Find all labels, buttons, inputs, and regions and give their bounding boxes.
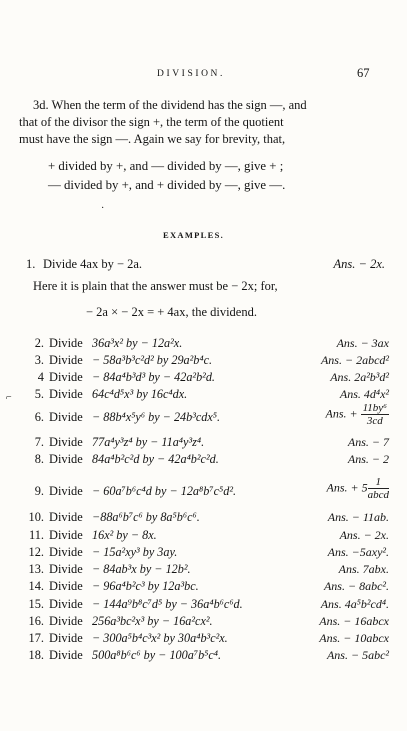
exercise-expression: 77a⁴y³z⁴ by − 11a⁴y³z⁴. <box>92 435 205 449</box>
running-title: DIVISION. <box>157 69 225 79</box>
exercise-verb: Divide <box>49 435 83 449</box>
exercise-expression: − 58a³b³c²d² by 29a²b⁴c. <box>92 353 213 367</box>
exercise-expression: − 84a⁴b³d³ by − 42a²b²d. <box>92 370 215 384</box>
exercise-number: 7. <box>34 435 44 449</box>
exercise-verb: Divide <box>49 562 83 576</box>
exercise-expression: − 88b⁴x⁵y⁶ by − 24b³cdx⁵. <box>92 410 221 424</box>
exercise-answer: Ans. − 2 <box>347 452 389 466</box>
paragraph-line-1: 3d. When the term of the dividend has the sign —, and <box>33 98 307 112</box>
exercise-number: 11. <box>28 528 44 542</box>
exercise-answer <box>327 476 390 501</box>
exercise-answer: Ans. − 16abcx <box>319 614 389 628</box>
exercise-number: 2. <box>34 336 44 350</box>
exercise-verb: Divide <box>49 528 83 542</box>
exercise-number: 4 <box>37 370 44 384</box>
sign-rule-1: + divided by +, and — divided by —, give + ; <box>48 159 284 173</box>
exercise-number: 18. <box>28 648 44 662</box>
exercise-answer <box>326 402 390 427</box>
exercise-number: 14. <box>28 579 44 593</box>
exercise-answer: Ans. − 2x. <box>339 528 389 542</box>
answer-prefix: Ans. + 5 <box>326 480 368 495</box>
stray-dot: · <box>101 203 105 214</box>
example-1-explanation: Here it is plain that the answer must be − 2x; for, <box>33 279 278 293</box>
exercise-answer: Ans. − 10abcx <box>319 631 389 645</box>
exercise-verb: Divide <box>49 410 83 424</box>
exercise-number: 3. <box>34 353 44 367</box>
exercise-expression: − 144a⁹b⁸c⁷d⁵ by − 36a⁴b⁶c⁶d. <box>92 597 243 611</box>
example-1-answer: Ans. − 2x. <box>333 257 385 271</box>
exercise-number: 5. <box>34 387 44 401</box>
exercise-answer: Ans. 2a²b³d² <box>330 370 389 384</box>
exercise-expression: − 300a⁵b⁴c³x² by 30a⁴b³c²x. <box>92 631 228 645</box>
exercise-expression: − 15a²xy³ by 3ay. <box>92 545 178 559</box>
sign-rule-2: — divided by +, and + divided by —, give —. <box>48 178 286 192</box>
exercise-expression: 16x² by − 8x. <box>92 528 157 542</box>
exercise-verb: Divide <box>49 510 83 524</box>
exercise-number: 16. <box>28 614 44 628</box>
exercise-verb: Divide <box>49 370 83 384</box>
exercise-verb: Divide <box>49 336 83 350</box>
fraction-numerator: 1 <box>368 476 389 489</box>
exercise-verb: Divide <box>49 614 83 628</box>
exercise-number: 10. <box>28 510 44 524</box>
example-1-equation: − 2a × − 2x = + 4ax, the dividend. <box>86 305 257 319</box>
exercise-verb: Divide <box>49 545 83 559</box>
exercise-number: 17. <box>28 631 44 645</box>
exercise-number: 13. <box>28 562 44 576</box>
exercise-expression: 500a⁸b⁶c⁶ by − 100a⁷b⁵c⁴. <box>92 648 222 662</box>
exercise-answer: Ans. 4d⁴x² <box>339 387 389 401</box>
exercise-answer: Ans. − 2abcd² <box>320 353 389 367</box>
paragraph-line-3: must have the sign —. Again we say for brevity, that, <box>19 132 286 146</box>
paragraph-line-2: that of the divisor the sign +, the term of the quotient <box>19 115 284 129</box>
exercise-answer: Ans. − 8abc². <box>323 579 389 593</box>
exercise-verb: Divide <box>49 452 83 466</box>
exercise-answer: Ans. 7abx. <box>338 562 389 576</box>
exercise-answer: Ans. 4a⁵b²cd⁴. <box>320 597 389 611</box>
exercise-answer: Ans. − 7 <box>347 435 389 449</box>
margin-pencil-mark: ⌐ <box>6 392 12 403</box>
example-1-number: 1. <box>26 257 36 271</box>
fraction-denominator: 3cd <box>366 415 383 427</box>
exercise-verb: Divide <box>49 579 83 593</box>
exercise-number: 9. <box>34 484 44 498</box>
exercise-expression: 64c⁴d⁵x³ by 16c⁴dx. <box>92 387 188 401</box>
fraction-numerator: 11by⁶ <box>362 402 387 414</box>
exercise-expression: − 96a⁴b²c³ by 12a³bc. <box>92 579 199 593</box>
fraction-denominator: abcd <box>367 489 389 501</box>
exercise-verb: Divide <box>49 353 83 367</box>
exercise-verb: Divide <box>49 597 83 611</box>
exercise-expression: 256a³bc²x³ by − 16a²cx². <box>92 614 213 628</box>
exercise-verb: Divide <box>49 631 83 645</box>
exercise-answer: Ans. − 3ax <box>336 336 389 350</box>
answer-fraction <box>368 476 389 501</box>
exercise-expression: − 84ab³x by − 12b². <box>92 562 191 576</box>
exercise-verb: Divide <box>49 387 83 401</box>
exercise-answer: Ans. − 5abc² <box>326 648 389 662</box>
exercise-expression: 36a³x² by − 12a²x. <box>92 336 183 350</box>
exercise-verb: Divide <box>49 484 83 498</box>
exercise-verb: Divide <box>49 648 83 662</box>
exercise-answer: Ans. −5axy². <box>327 545 389 559</box>
answer-fraction <box>361 402 389 427</box>
examples-heading: EXAMPLES. <box>163 230 225 240</box>
exercise-number: 15. <box>28 597 44 611</box>
exercise-number: 6. <box>34 410 44 424</box>
page-number: 67 <box>357 66 370 80</box>
exercise-answer: Ans. − 11ab. <box>327 510 389 524</box>
exercise-expression: 84a⁴b²c²d by − 42a⁴b²c²d. <box>92 452 219 466</box>
exercise-expression: − 60a⁷b⁶c⁴d by − 12a⁸b⁷c⁵d². <box>92 484 237 498</box>
answer-prefix: Ans. + <box>325 406 361 421</box>
exercise-number: 8. <box>34 452 44 466</box>
exercise-number: 12. <box>28 545 44 559</box>
exercise-expression: −88a⁶b⁷c⁶ by 8a⁵b⁶c⁶. <box>92 510 200 524</box>
example-1-text: Divide 4ax by − 2a. <box>43 257 143 271</box>
